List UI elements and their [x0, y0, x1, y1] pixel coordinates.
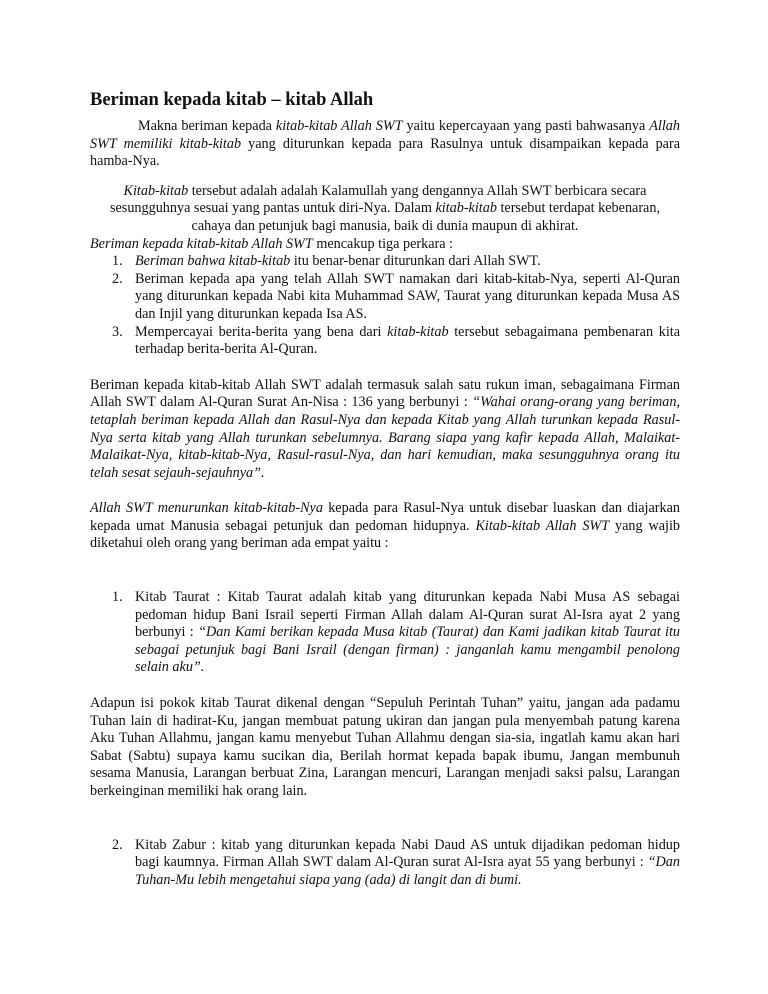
italic-run: Allah SWT menurunkan kitab-kitab-Nya	[90, 500, 323, 517]
text-run: Kitab Taurat : Kitab Taurat adalah kitab yang diturunkan kepada Nabi Musa AS sebagai pedoman hidup Bani Israil seperti Firman Allah dalam Al-Quran surat Al-Isra ayat 2 yang berbunyi :	[135, 589, 680, 641]
text-run: tersebut sebagaimana pembenaran kita terhadap berita-berita Al-Quran.	[135, 323, 680, 358]
italic-run: Allah SWT memiliki kitab-kitab	[90, 118, 680, 152]
list-item	[90, 271, 680, 324]
books-list-zabur	[90, 837, 680, 890]
italic-run: kitab-kitab	[387, 323, 449, 340]
italic-run: Kitab-kitab Allah SWT	[475, 517, 610, 534]
spacer	[90, 482, 680, 500]
text-run: Mempercayai berita-berita yang bena dari	[135, 323, 388, 340]
italic-run: “Dan Kami berikan kepada Musa kitab (Taurat) dan Kami jadikan kitab Taurat itu sebagai petunjuk bagi Bani Israil (dengan firman) : janganlah kamu mengambil penolong selain aku”.	[135, 624, 681, 676]
document-content	[90, 90, 680, 889]
italic-run: Beriman bahwa kitab-kitab	[135, 253, 291, 270]
text-run: yaitu kepercayaan yang pasti bahwasanya	[402, 118, 650, 134]
text-run: yang diturunkan kepada para Rasulnya untuk disampaikan kepada para hamba-Nya.	[90, 135, 680, 170]
page-title: Beriman kepada kitab – kitab Allah	[90, 90, 374, 110]
ten-commandments-paragraph: Adapun isi pokok kitab Taurat dikenal dengan “Sepuluh Perintah Tuhan” yaitu, jangan ada padamu Tuhan lain di hadirat-Ku, jangan membuat patung ukiran dan jangan pula menyembah patung karena Aku Tuhan Allahmu, jangan kamu menyebut Tuhan Allahmu dengan sia-sia, ingatlah kamu akan hari Sabat (Sabtu) supaya kamu sucikan dia, Berilah hormat kepada bapak ibumu, Jangan membunuh sesama Manusia, Larangan berbuat Zina, Larangan mencuri, Larangan menjadi saksi palsu, Larangan berkeinginan memiliki hak orang lain.	[90, 695, 680, 799]
text-run: Beriman kepada kitab-kitab Allah SWT adalah termasuk salah satu rukun iman, sebagaimana Firman Allah SWT dalam Al-Quran Surat An-Nisa : 136 yang berbunyi :	[90, 376, 680, 411]
italic-run: Kitab-kitab	[123, 182, 189, 199]
list-number: 3.	[112, 323, 123, 340]
list-item	[90, 253, 680, 271]
italic-run: kitab-kitab	[435, 200, 497, 217]
centered-paragraph	[90, 183, 680, 236]
text-run: Beriman kepada apa yang telah Allah SWT namakan dari kitab-kitab-Nya, seperti Al-Quran yang diturunkan kepada Nabi kita Muhammad SAW, Taurat yang diturunkan kepada Musa AS dan Injil yang diturunkan kepada Isa AS.	[135, 270, 680, 322]
text-run: kepada para Rasul-Nya untuk disebar luaskan dan diajarkan kepada umat Manusia sebagai petunjuk dan pedoman hidupnya.	[90, 500, 681, 534]
list-item	[90, 324, 680, 359]
italic-run: kitab-kitab Allah SWT	[275, 118, 403, 134]
four-books-intro	[90, 500, 680, 553]
text-run: tersebut adalah adalah Kalamullah yang dengannya Allah SWT berbicara secara sesungguhnya sesuai yang pantas untuk diri-Nya. Dalam	[109, 182, 647, 217]
belief-list	[90, 253, 680, 359]
text-run: mencakup tiga perkara :	[312, 235, 453, 252]
text-run: yang wajib diketahui oleh orang yang beriman ada empat yaitu :	[90, 517, 680, 552]
spacer	[90, 359, 680, 377]
quran-quote-paragraph	[90, 377, 680, 483]
spacer	[90, 677, 680, 695]
list-number: 2.	[112, 836, 123, 853]
text-run: itu benar-benar diturunkan dari Allah SWT.	[290, 253, 541, 270]
italic-run: “Wahai orang-orang yang beriman, tetaplah beriman kepada Allah dan Rasul-Nya dan kepada Kitab yang Allah turunkan kepada Rasul-Nya serta kitab yang Allah turunkan sebelumnya. Barang siapa yang kafir kepada Allah, Malaikat-Malaikat-Nya, kitab-kitab-Nya, Rasul-rasul-Nya, dan hari kemudian, maka sesungguhnya orang itu telah sesat sejauh-sejauhnya”.	[90, 394, 680, 481]
text-run: tersebut terdapat kebenaran, cahaya dan petunjuk bagi manusia, baik di dunia maupun di akhirat.	[191, 200, 660, 234]
italic-run: “Dan Tuhan-Mu lebih mengetahui siapa yang (ada) di langit dan di bumi.	[135, 854, 680, 888]
books-list-taurat	[90, 589, 680, 677]
spacer	[90, 553, 680, 589]
list-item	[90, 837, 680, 890]
list-number: 2.	[112, 270, 123, 287]
spacer	[90, 801, 680, 837]
intro-paragraph	[90, 118, 680, 171]
text-run: Kitab Zabur : kitab yang diturunkan kepada Nabi Daud AS untuk dijadikan pedoman hidup bagi kaumnya. Firman Allah SWT dalam Al-Quran surat Al-Isra ayat 55 yang berbunyi :	[135, 836, 680, 871]
list-number: 1.	[112, 589, 123, 606]
text-run: Makna beriman kepada	[138, 118, 276, 134]
list-number: 1.	[112, 253, 123, 270]
list-item	[90, 589, 680, 677]
list-intro	[90, 236, 680, 254]
italic-run: Beriman kepada kitab-kitab Allah SWT	[90, 235, 313, 252]
